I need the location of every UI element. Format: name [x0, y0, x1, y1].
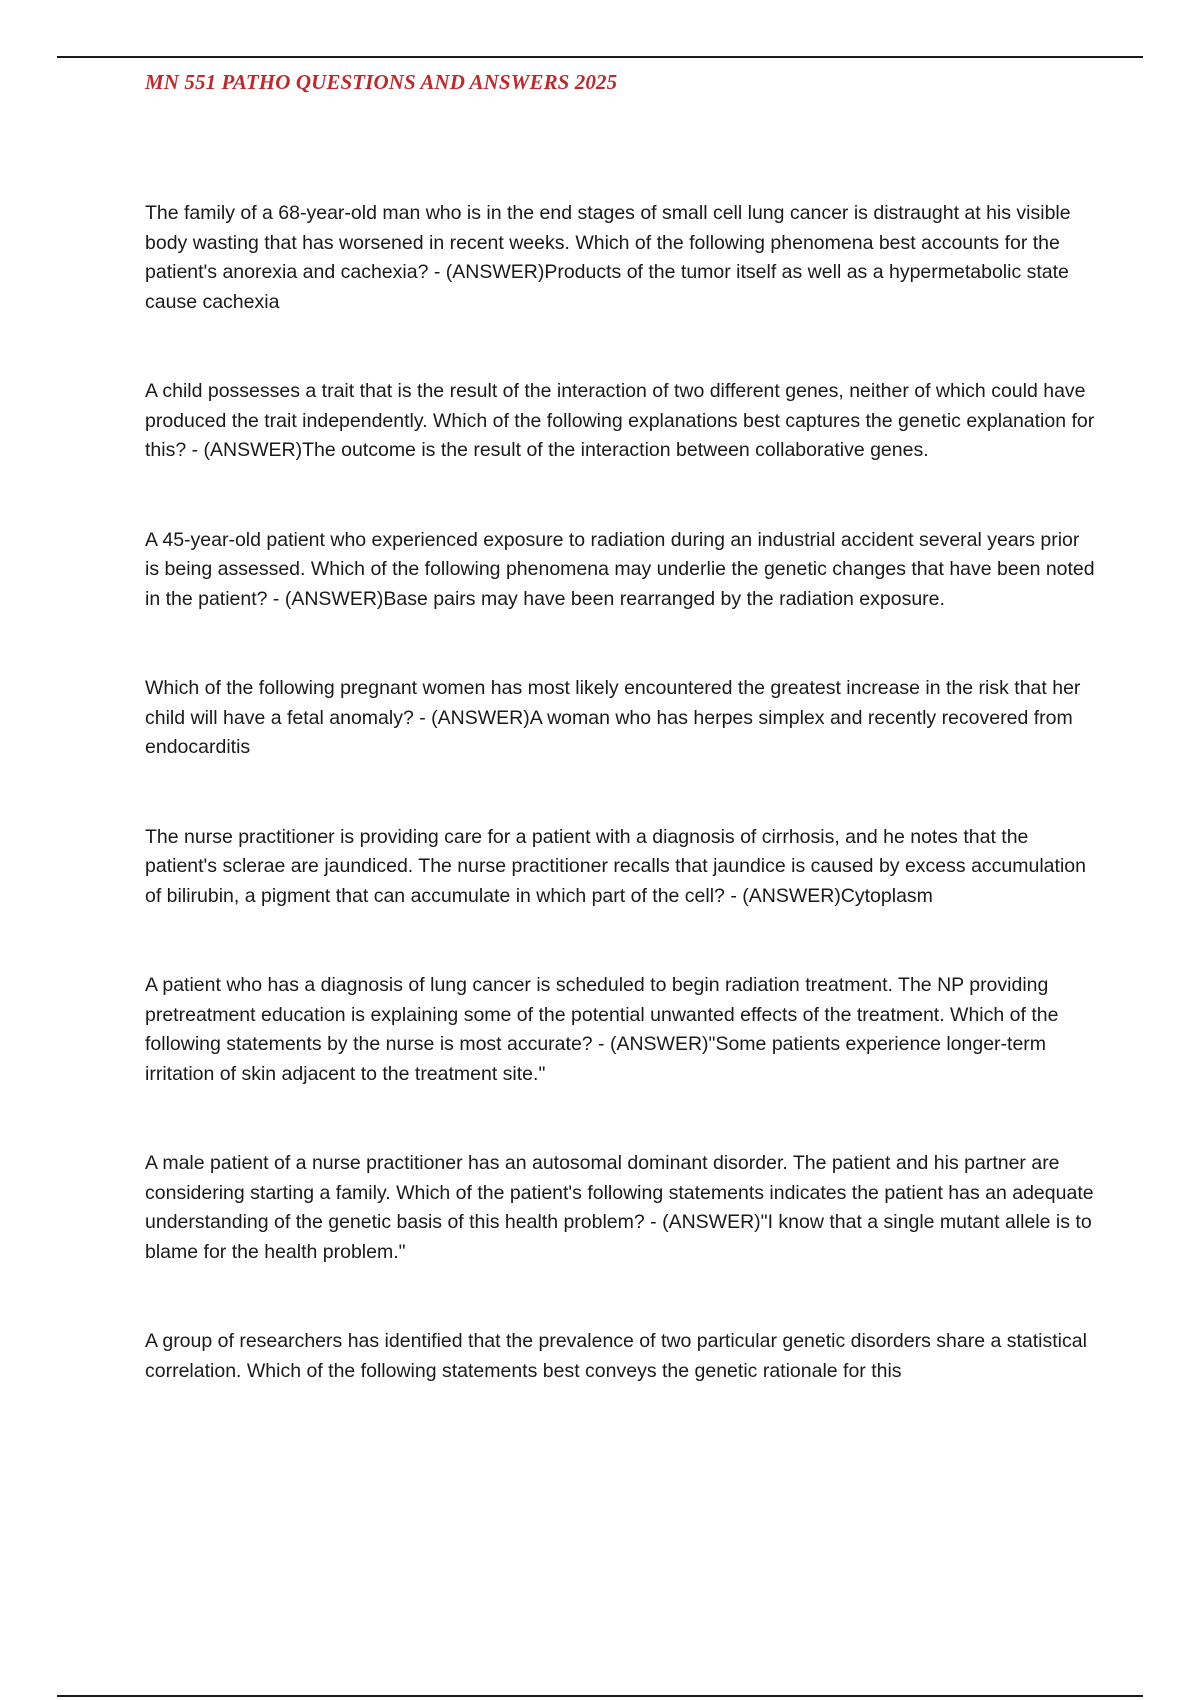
qa-item: A patient who has a diagnosis of lung cancer is scheduled to begin radiation treatment. The NP providing pretreatment education is explaining some of the potential unwanted effects of the treatment. Which of the following statements by the nurse is most accurate? - (ANSWER)"Some patients experience longer-term irritation of skin adjacent to the treatment site." — [145, 974, 1059, 1085]
qa-list — [145, 199, 1095, 1386]
qa-item: A child possesses a trait that is the result of the interaction of two different genes, neither of which could have produced the trait independently. Which of the following explanations best captures the genetic explanation for this? - (ANSWER)The outcome is the result of the interaction between collaborative genes. — [145, 380, 1095, 461]
qa-item: A male patient of a nurse practitioner has an autosomal dominant disorder. The patient and his partner are considering starting a family. Which of the patient's following statements indicates the patient has an adequate understanding of the genetic basis of this health problem? - (ANSWER)"I know that a single mutant allele is to blame for the health problem." — [145, 1152, 1094, 1263]
header-rule — [57, 56, 1143, 58]
footer-rule — [57, 1695, 1143, 1697]
qa-item: A 45-year-old patient who experienced exposure to radiation during an industrial accident several years prior is being assessed. Which of the following phenomena may underlie the genetic changes that have been noted in the patient? - (ANSWER)Base pairs may have been rearranged by the radiation exposure. — [145, 528, 1095, 610]
document-title: MN 551 PATHO QUESTIONS AND ANSWERS 2025 — [145, 70, 618, 94]
qa-item: A group of researchers has identified that the prevalence of two particular genetic disorders share a statistical correlation. Which of the following statements best conveys the genetic rationale for this — [145, 1330, 1087, 1382]
qa-item: The nurse practitioner is providing care for a patient with a diagnosis of cirrhosis, and he notes that the patient's sclerae are jaundiced. The nurse practitioner recalls that jaundice is caused by excess accumulation of bilirubin, a pigment that can accumulate in which part of the cell? - (ANSWER)Cytoplasm — [145, 825, 1086, 907]
qa-item: Which of the following pregnant women has most likely encountered the greatest increase in the risk that her child will have a fetal anomaly? - (ANSWER)A woman who has herpes simplex and recently recovered from endocarditis — [145, 677, 1081, 758]
qa-item: The family of a 68-year-old man who is in the end stages of small cell lung cancer is distraught at his visible body wasting that has worsened in recent weeks. Which of the following phenomena best accounts for the patient's anorexia and cachexia? - (ANSWER)Products of the tumor itself as well as a hypermetabolic state cause cachexia — [145, 202, 1071, 313]
